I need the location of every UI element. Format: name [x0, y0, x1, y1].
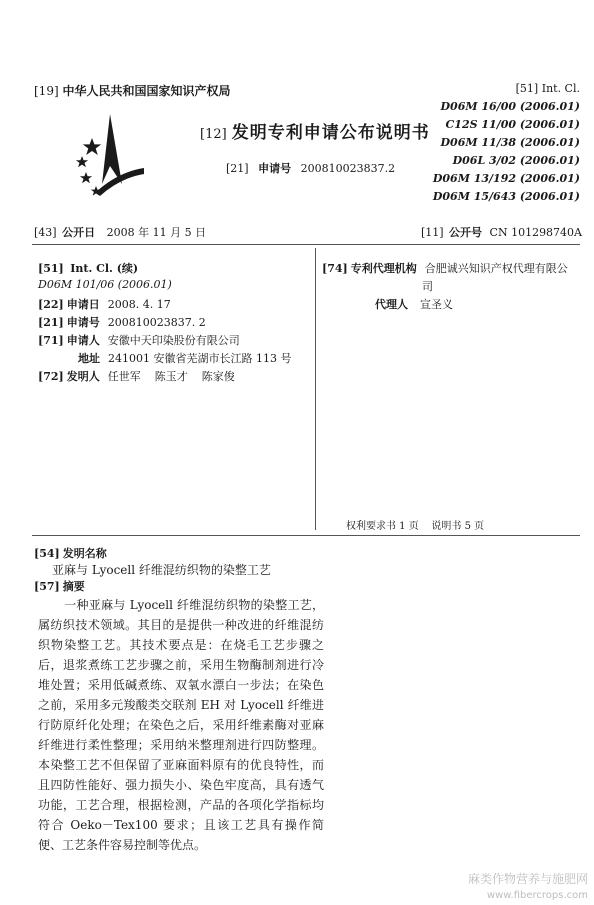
open-day-code: [43] — [34, 226, 57, 239]
ipc-entry: D06M 13/192 (2006.01) — [432, 172, 580, 185]
abstract-heading: [57] 摘要 — [34, 580, 85, 593]
site-watermark: 麻类作物营养与施肥网 — [467, 872, 588, 886]
office-line — [34, 82, 230, 99]
open-day-value: 2008 年 11 月 5 日 — [106, 226, 207, 239]
title-heading: [54] 发明名称 — [34, 547, 107, 560]
agency-row-continued: 司 — [422, 280, 433, 293]
ipc-entry: D06L 3/02 (2006.01) — [452, 154, 580, 167]
column-divider — [315, 248, 316, 530]
app-no-label: 申请号 — [258, 162, 292, 175]
pub-type-code: [12] — [200, 127, 227, 142]
publication-number — [421, 224, 582, 240]
address-row: 地址 241001 安徽省芜湖市长江路 113 号 — [78, 352, 292, 365]
office-code: [19] — [34, 84, 59, 98]
application-number-row: [21] 申请号 200810023837. 2 — [38, 316, 206, 329]
int-cl-continued: [51] Int. Cl. (续) — [38, 262, 139, 275]
open-day-label: 公开日 — [62, 226, 96, 239]
invention-title: 亚麻与 Lyocell 纤维混纺织物的染整工艺 — [52, 563, 271, 577]
top-divider — [32, 244, 580, 245]
filing-date-row: [22] 申请日 2008. 4. 17 — [38, 298, 171, 311]
ipc-entry: C12S 11/00 (2006.01) — [445, 118, 580, 131]
open-date — [34, 224, 206, 240]
inventor-row: [72] 发明人 任世军 陈玉才 陈家俊 — [38, 370, 235, 383]
agency-row: [74] 专利代理机构 合肥诚兴知识产权代理有限公 — [322, 262, 568, 275]
app-no-code: [21] — [226, 162, 249, 175]
pub-no-value: CN 101298740A — [489, 226, 582, 239]
int-cl-label: Int. Cl. — [541, 82, 580, 95]
pub-type-title: 发明专利申请公布说明书 — [231, 123, 430, 143]
ipc-entry: D06M 11/38 (2006.01) — [440, 136, 580, 149]
applicant-row: [71] 申请人 安徽中天印染股份有限公司 — [38, 334, 240, 347]
cnipa-emblem-logo — [66, 108, 148, 200]
ipc-entry: D06M 16/00 (2006.01) — [440, 100, 580, 113]
abstract-text: 一种亚麻与 Lyocell 纤维混纺织物的染整工艺，属纺织技术领域。其目的是提供一种改进的纤维混纺织物染整工艺。其技术要点是：在烧毛工艺步骤之后，退浆煮练工艺步骤之前，采用生物酶制剂进行冷堆处置；采用低碱煮练、双氧水漂白一步法；在染色之前，采用多元羧酸类交联剂 EH 对 Lyocell 纤维进行防原纤化处理；在染色之后，采用纤维素酶对亚麻纤维进行柔性整理；采用纳米整理剂进行四防整理。本染整工艺不但保留了亚麻面料原有的优良特性，而且四防性能好、强力损失小、染色牢度高，具有透气功能，工艺合理，根据检测，产品的各项化学指标均符合 Oeko－Tex100 要求；且该工艺具有操作简便、工艺条件容易控制等优点。 — [38, 598, 324, 852]
application-number-header — [226, 160, 395, 176]
publication-type — [200, 118, 430, 143]
int-cl-heading — [516, 82, 580, 95]
int-cl-code: [51] — [515, 82, 539, 95]
int-cl-continued-value: D06M 101/06 (2006.01) — [38, 278, 172, 291]
office-name: 中华人民共和国国家知识产权局 — [62, 84, 231, 98]
agent-row: 代理人 宣圣义 — [375, 298, 453, 311]
middle-divider — [32, 535, 580, 536]
pub-no-code: [11] — [420, 226, 444, 239]
site-watermark-url: www.fibercrops.com — [486, 890, 588, 901]
page-count-note: 权利要求书 1 页 说明书 5 页 — [346, 521, 485, 532]
ipc-entry: D06M 15/643 (2006.01) — [432, 190, 580, 203]
app-no-value: 200810023837.2 — [300, 162, 396, 175]
pub-no-label: 公开号 — [449, 226, 483, 239]
